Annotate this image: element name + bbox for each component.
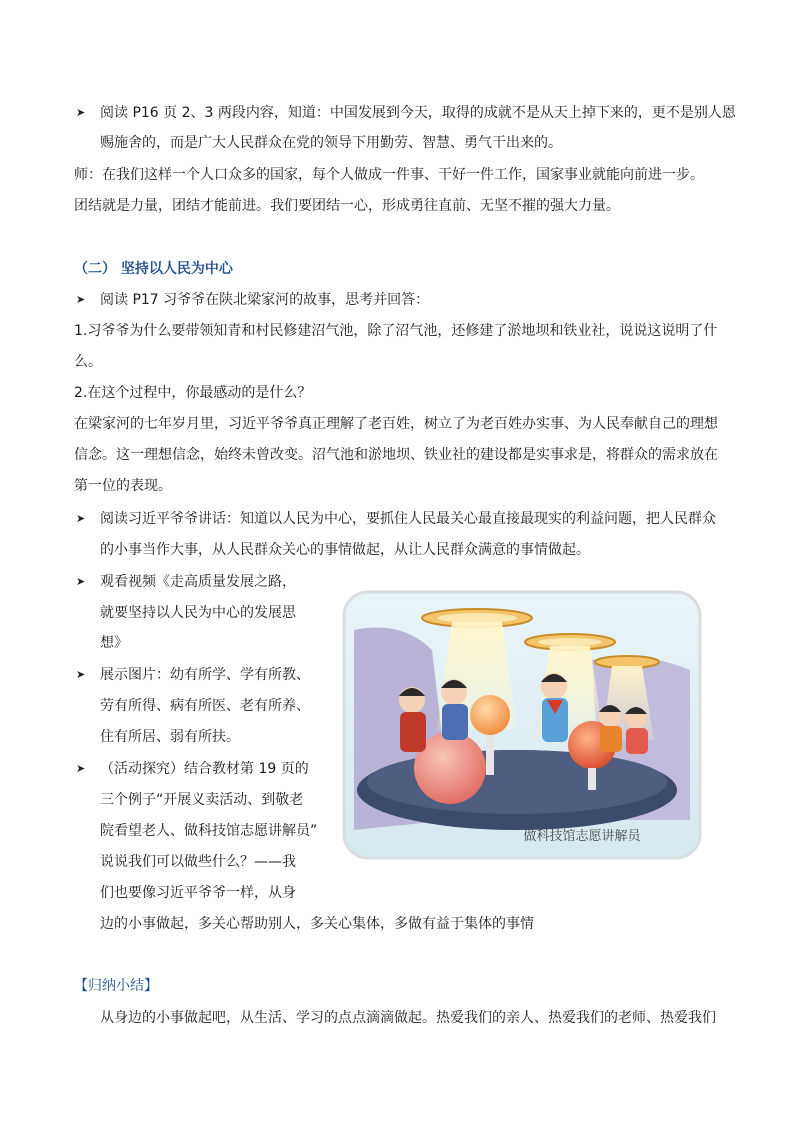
planet-model-icon <box>470 695 510 735</box>
bullet-icon: ➤ <box>76 668 86 681</box>
bullet-icon: ➤ <box>76 512 86 525</box>
paragraph-line: 就要坚持以人民为中心的发展思 <box>100 605 296 621</box>
image-caption: 做科技馆志愿讲解员 <box>523 829 641 844</box>
question-line: 2.在这个过程中，你最感动的是什么？ <box>74 385 312 401</box>
paragraph-line: 住有所居、弱有所扶。 <box>100 729 240 745</box>
paragraph-line: （活动探究）结合教材第 19 页的 <box>100 761 309 777</box>
child-figure <box>625 707 648 754</box>
paragraph-line: 展示图片：幼有所学、学有所教、 <box>100 667 310 683</box>
paragraph-line: 阅读习近平爷爷讲话：知道以人民为中心，要抓住人民最关心最直接最现实的利益问题，把人民群众 <box>100 511 716 527</box>
answer-line: 在梁家河的七年岁月里，习近平爷爷真正理解了老百姓，树立了为老百姓办实事、为人民奉献自己的理想 <box>74 416 718 432</box>
question-line: 1.习爷爷为什么要带领知青和村民修建沼气池，除了沼气池，还修建了淤地坝和铁业社，说说这说明了什 <box>74 323 718 339</box>
answer-line: 信念。这一理想信念，始终未曾改变。沼气池和淤地坝、铁业社的建设都是实事求是，将群众的需求放在 <box>74 447 718 463</box>
child-figure <box>599 705 622 752</box>
guide-figure <box>541 673 568 742</box>
paragraph-line: 说说我们可以做些什么？——我 <box>100 854 296 870</box>
bullet-icon: ➤ <box>76 106 86 119</box>
summary-heading: 【归纳小结】 <box>74 978 158 994</box>
paragraph-line: 的小事当作大事，从人民群众关心的事情做起，从让人民群众满意的事情做起。 <box>100 542 590 558</box>
paragraph-line: 团结就是力量，团结才能前进。我们要团结一心，形成勇往直前、无坚不摧的强大力量。 <box>74 198 620 214</box>
paragraph-line: 边的小事做起，多关心帮助别人，多关心集体，多做有益于集体的事情 <box>100 916 534 932</box>
paragraph-line: 阅读 P16 页 2、3 两段内容，知道：中国发展到今天，取得的成就不是从天上掉下来的，更不是别人恩 <box>100 105 736 121</box>
paragraph-line: 阅读 P17 习爷爷在陕北梁家河的故事，思考并回答： <box>100 292 430 308</box>
paragraph-line: 三个例子“开展义卖活动、到敬老 <box>100 792 304 808</box>
bullet-icon: ➤ <box>76 762 86 775</box>
question-line: 么。 <box>74 354 102 370</box>
illustration-svg <box>342 590 702 860</box>
summary-line: 从身边的小事做起吧，从生活、学习的点点滴滴做起。热爱我们的亲人、热爱我们的老师、热爱我们 <box>100 1010 716 1026</box>
section-heading: （二） 坚持以人民为中心 <box>74 261 233 277</box>
paragraph-line: 赐施舍的，而是广大人民群众在党的领导下用勤劳、智慧、勇气干出来的。 <box>100 135 562 151</box>
paragraph-line: 师：在我们这样一个人口众多的国家，每个人做成一件事、干好一件工作，国家事业就能向前进一步。 <box>74 167 704 183</box>
child-figure <box>399 687 426 752</box>
bullet-icon: ➤ <box>76 293 86 306</box>
paragraph-line: 想》 <box>100 635 128 651</box>
answer-line: 第一位的表现。 <box>74 478 172 494</box>
paragraph-line: 观看视频《走高质量发展之路， <box>100 574 296 590</box>
science-museum-illustration <box>342 590 702 860</box>
child-figure <box>441 679 468 740</box>
paragraph-line: 们也要像习近平爷爷一样，从身 <box>100 885 296 901</box>
bullet-icon: ➤ <box>76 575 86 588</box>
paragraph-line: 院看望老人、做科技馆志愿讲解员” <box>100 823 318 839</box>
paragraph-line: 劳有所得、病有所医、老有所养、 <box>100 698 310 714</box>
